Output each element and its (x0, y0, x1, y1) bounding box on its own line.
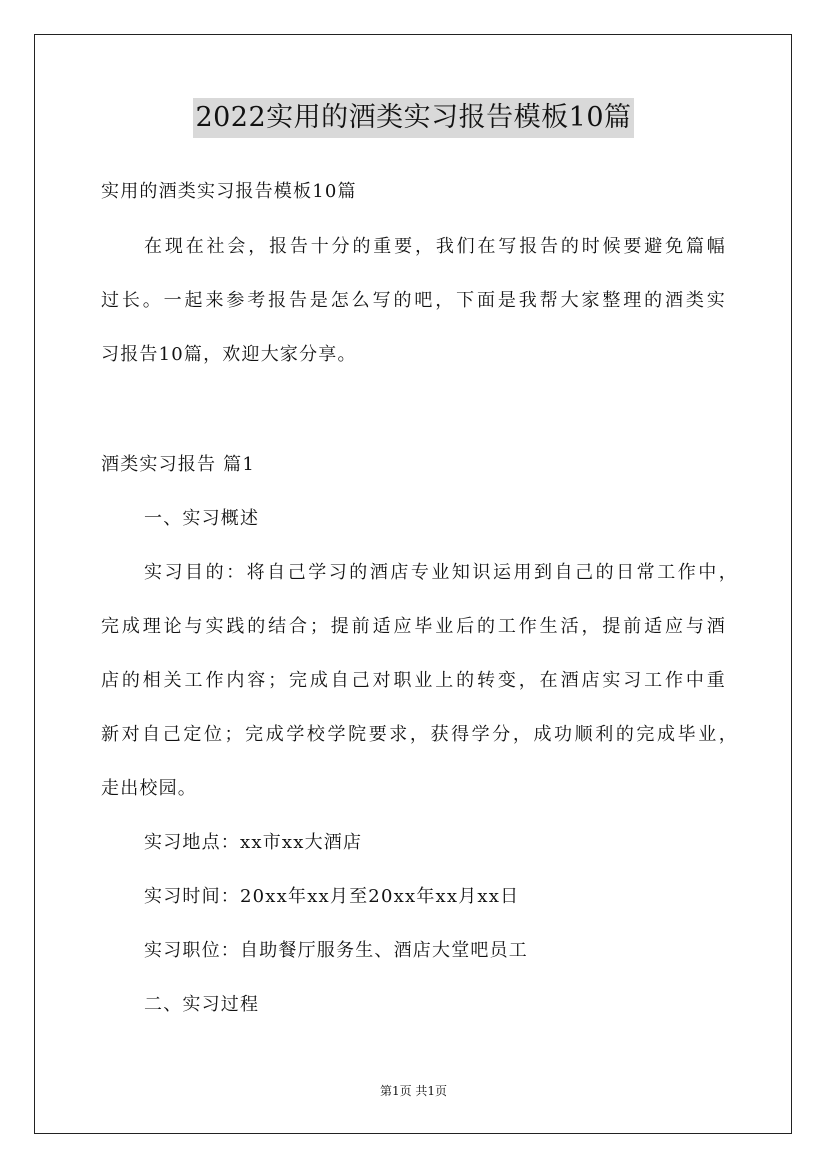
heading-process: 二、实习过程 (144, 994, 260, 1015)
purpose-line: 店的相关工作内容；完成自己对职业上的转变，在酒店实习工作中重 (101, 670, 726, 691)
document-title: 2022实用的酒类实习报告模板10篇 (193, 98, 633, 138)
purpose-line: 新对自己定位；完成学校学院要求，获得学分，成功顺利的完成毕业， (101, 724, 738, 745)
internship-time: 实习时间：20xx年xx月至20xx年xx月xx日 (144, 886, 520, 907)
internship-position: 实习职位：自助餐厅服务生、酒店大堂吧员工 (144, 940, 528, 961)
section-title: 酒类实习报告 篇1 (101, 454, 255, 475)
purpose-line: 走出校园。 (101, 778, 197, 799)
intro-line: 过长。一起来参考报告是怎么写的吧，下面是我帮大家整理的酒类实 (101, 290, 726, 311)
purpose-line: 实习目的：将自己学习的酒店专业知识运用到自己的日常工作中， (144, 562, 738, 583)
document-subtitle: 实用的酒类实习报告模板10篇 (101, 181, 357, 202)
intro-line: 在现在社会，报告十分的重要，我们在写报告的时候要避免篇幅 (144, 236, 726, 257)
purpose-line: 完成理论与实践的结合；提前适应毕业后的工作生活，提前适应与酒 (101, 616, 726, 637)
heading-overview: 一、实习概述 (144, 508, 260, 529)
page-footer: 第1页 共1页 (379, 1084, 448, 1098)
internship-location: 实习地点：xx市xx大酒店 (144, 832, 363, 853)
title-container (0, 98, 827, 138)
intro-line: 习报告10篇，欢迎大家分享。 (101, 344, 357, 365)
